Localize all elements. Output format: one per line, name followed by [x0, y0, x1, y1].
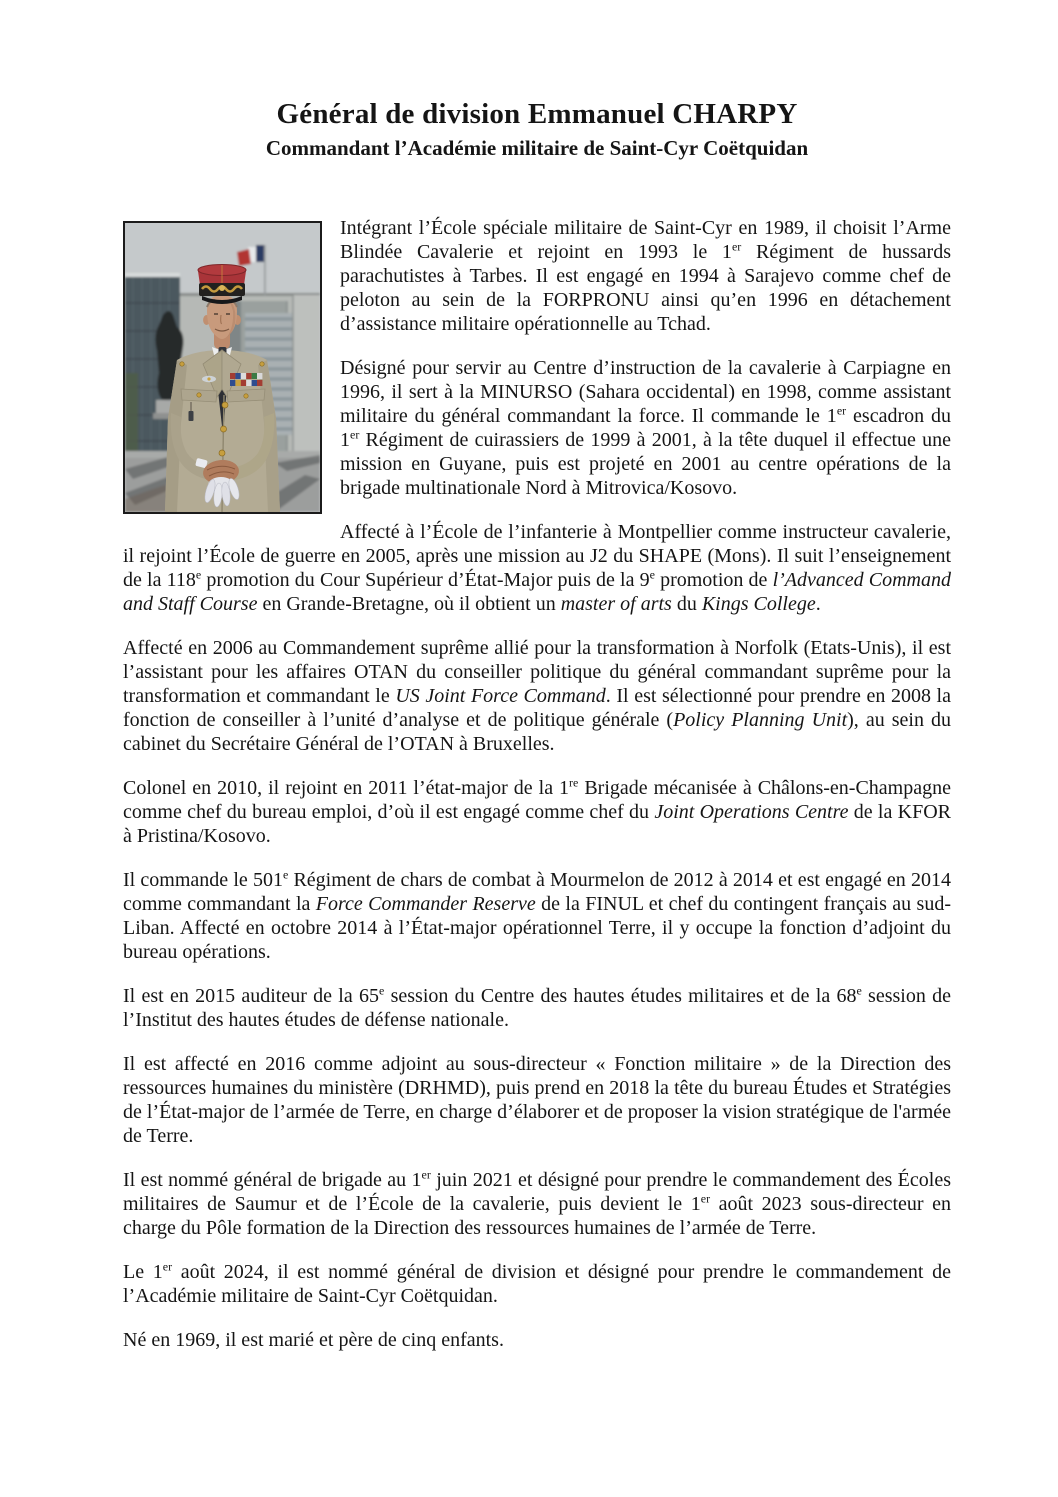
biography-document [123, 97, 951, 1352]
bio-paragraph-4: Affecté en 2006 au Commandement suprême allié pour la transformation à Norfolk (Etats-Unis), il est l’assistant pour les affaires OTAN du conseiller politique du général commandant suprême pour la transformation et commandant le US Joint Force Command. Il est sélectionné pour prendre en 2008 la fonction de conseiller à l’unité d’analyse et de politique générale (Policy Planning Unit), au sein du cabinet du Secrétaire Général de l’OTAN à Bruxelles. [123, 637, 951, 755]
bio-paragraph-5: Colonel en 2010, il rejoint en 2011 l’état-major de la 1re Brigade mécanisée à Châlons-en-Champagne comme chef du bureau emploi, d’où il est engagé comme chef du Joint Operations Centre de la KFOR à Pristina/Kosovo. [123, 775, 951, 847]
parachutist-badge [202, 376, 216, 382]
portrait-photo [123, 221, 322, 514]
bio-paragraph-10: Le 1er août 2024, il est nommé général de division et désigné pour prendre le commandement de l’Académie militaire de Saint-Cyr Coëtquidan. [123, 1259, 951, 1307]
biography-content [123, 216, 951, 1352]
bio-paragraph-3: Affecté à l’École de l’infanterie à Montpellier comme instructeur cavalerie, il rejoint l’École de guerre en 2005, après une mission au J2 du SHAPE (Mons). Il suit l’enseignement de la 118e promotion du Cour Supérieur d’État-Major puis de la 9e promotion de l’Advanced Command and Staff Course en Grande-Bretagne, où il obtient un master of arts du Kings College. [123, 521, 951, 615]
bio-paragraph-7: Il est en 2015 auditeur de la 65e session du Centre des hautes études militaires et de la 68e session de l’Institut des hautes études de défense nationale. [123, 983, 951, 1031]
bio-paragraph-1: Intégrant l’École spéciale militaire de Saint-Cyr en 1989, il choisit l’Arme Blindée Cavalerie et rejoint en 1993 le 1er Régiment de hussards parachutistes à Tarbes. Il est engagé en 1994 à Sarajevo comme chef de peloton au sein de la FORPRONU ainsi qu’en 1996 en détachement d’assistance militaire opérationnelle au Tchad. [340, 217, 952, 335]
bio-paragraph-11: Né en 1969, il est marié et père de cinq enfants. [123, 1329, 504, 1351]
bio-paragraph-8: Il est affecté en 2016 comme adjoint au sous-directeur « Fonction militaire » de la Direction des ressources humaines du ministère (DRHMD), puis prend en 2018 la tête du bureau Études et Stratégies de l’État-major de l’armée de Terre, en charge d’élaborer et de proposer la vision stratégique de l'armée de Terre. [123, 1053, 951, 1147]
page-title: Général de division Emmanuel CHARPY [276, 98, 798, 130]
bio-paragraph-9: Il est nommé général de brigade au 1er juin 2021 et désigné pour prendre le commandement des Écoles militaires de Saumur et de l’École de la cavalerie, puis devient le 1er août 2023 sous-directeur en charge du Pôle formation de la Direction des ressources humaines de l’armée de Terre. [123, 1167, 951, 1239]
bio-paragraph-6: Il commande le 501e Régiment de chars de combat à Mourmelon de 2012 à 2014 et est engagé en 2014 comme commandant la Force Commander Reserve de la FINUL et chef du contingent français au sud-Liban. Affecté en octobre 2014 à l’État-major opérationnel Terre, il y occupe la fonction d’adjoint du bureau opérations. [123, 867, 951, 963]
bio-paragraph-2: Désigné pour servir au Centre d’instruction de la cavalerie à Carpiagne en 1996, il sert à la MINURSO (Sahara occidental) en 1998, comme assistant militaire du général commandant la force. Il commande le 1er escadron du 1er Régiment de cuirassiers de 1999 à 2001, à la tête duquel il effectue une mission en Guyane, puis est projeté en 2001 au centre opérations de la brigade multinationale Nord à Mitrovica/Kosovo. [340, 357, 951, 499]
page-subtitle: Commandant l’Académie militaire de Saint-Cyr Coëtquidan [265, 136, 809, 160]
